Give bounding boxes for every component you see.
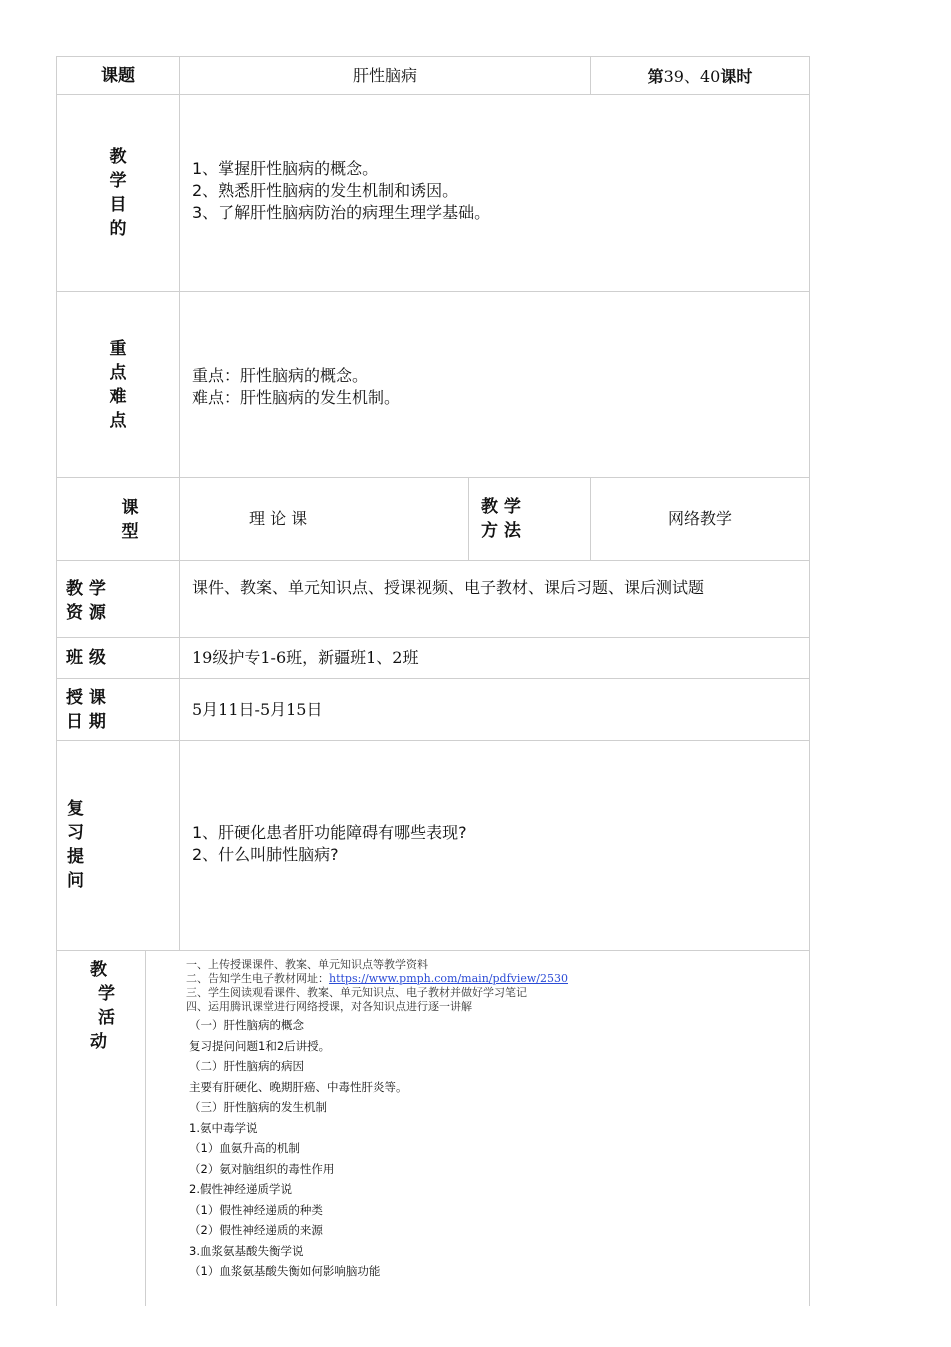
step-item: 四、运用腾讯课堂进行网络授课，对各知识点进行逐一讲解 [186, 1000, 472, 1013]
outline-item: 2.假性神经递质学说 [189, 1182, 292, 1196]
list-item: 2、什么叫肺性脑病? [192, 845, 339, 864]
period-number: 39、40 [663, 67, 721, 86]
label-char: 问 [67, 871, 84, 891]
label-char: 难 [109, 387, 127, 407]
objectives-list [192, 158, 792, 224]
label-char: 活 [98, 1008, 115, 1028]
step-item [186, 972, 801, 986]
label-char: 点 [109, 411, 127, 431]
review-questions [192, 822, 792, 866]
date-value: 5月11日-5月15日 [192, 699, 323, 719]
activities-label [84, 958, 134, 1054]
key-points-label [57, 337, 179, 433]
label-char: 动 [90, 1032, 107, 1052]
label-line: 教 学 [66, 579, 106, 599]
label-char: 复 [67, 799, 84, 819]
course-type-label [115, 496, 145, 544]
resources-label [66, 577, 166, 625]
table-line [56, 291, 810, 292]
activities-outline [189, 1015, 789, 1282]
class-value: 19级护专1-6班，新疆班1、2班 [192, 648, 419, 667]
key-points-list [192, 365, 792, 409]
label-line: 资 源 [66, 603, 106, 623]
outline-item: （1）血氨升高的机制 [189, 1141, 300, 1155]
table-line [56, 560, 810, 561]
label-char: 习 [67, 823, 84, 843]
outline-item: （2）氨对脑组织的毒性作用 [189, 1161, 335, 1176]
textbook-link[interactable]: https://www.pmph.com/main/pdfview/2530 [329, 972, 568, 985]
class-label: 班 级 [66, 648, 106, 668]
label-char: 目 [109, 195, 127, 215]
activities-steps [186, 958, 801, 1014]
list-item: 重点：肝性脑病的概念。 [192, 366, 369, 385]
date-label [66, 686, 166, 734]
period-prefix: 第 [647, 67, 664, 86]
period-suffix: 课时 [720, 67, 753, 86]
resources-value: 课件、教案、单元知识点、授课视频、电子教材、课后习题、课后测试题 [192, 578, 705, 597]
review-label [67, 797, 107, 893]
outline-item: 1.氨中毒学说 [189, 1120, 258, 1135]
table-line [179, 56, 180, 950]
list-item: 1、掌握肝性脑病的概念。 [192, 159, 379, 178]
table-line [56, 740, 810, 741]
table-line [468, 477, 469, 560]
label-char: 教 [109, 147, 127, 167]
method-value: 网络教学 [667, 509, 732, 528]
step-text: 二、告知学生电子教材网址： [186, 972, 329, 985]
label-char: 点 [109, 363, 127, 383]
label-char: 学 [109, 171, 127, 191]
method-label [481, 495, 581, 543]
label-char: 重 [109, 339, 127, 359]
outline-item: （1）血浆氨基酸失衡如何影响脑功能 [189, 1264, 381, 1278]
label-char: 提 [67, 847, 84, 867]
table-line [56, 56, 57, 1306]
label-line: 型 [121, 522, 139, 542]
outline-item: （二）肝性脑病的病因 [189, 1059, 304, 1073]
outline-item: （一）肝性脑病的概念 [189, 1018, 304, 1032]
topic-label: 课题 [101, 65, 135, 86]
label-char: 教 [90, 960, 107, 980]
label-char: 的 [109, 219, 127, 239]
outline-item: 主要有肝硬化、晚期肝癌、中毒性肝炎等。 [189, 1079, 408, 1094]
label-line: 教 学 [481, 497, 521, 517]
lesson-period [591, 57, 809, 94]
label-char: 学 [98, 984, 115, 1004]
outline-item: 复习提问问题1和2后讲授。 [189, 1038, 331, 1053]
table-line [56, 94, 810, 95]
outline-item: 3.血浆氨基酸失衡学说 [189, 1243, 304, 1258]
objectives-label [57, 145, 179, 241]
table-line [809, 56, 810, 1306]
table-line [145, 950, 146, 1306]
table-line [56, 950, 810, 951]
course-type-value: 理 论 课 [249, 509, 308, 528]
label-line: 授 课 [66, 688, 106, 708]
outline-item: （2）假性神经递质的来源 [189, 1223, 323, 1237]
outline-item: （三）肝性脑病的发生机制 [189, 1100, 327, 1114]
label-line: 课 [121, 498, 139, 518]
step-item: 三、学生阅读观看课件、教案、单元知识点、电子教材并做好学习笔记 [186, 986, 527, 999]
step-item: 一、上传授课课件、教案、单元知识点等教学资料 [186, 958, 428, 971]
list-item: 3、了解肝性脑病防治的病理生理学基础。 [192, 203, 491, 222]
label-line: 方 法 [481, 521, 521, 541]
list-item: 2、熟悉肝性脑病的发生机制和诱因。 [192, 181, 459, 200]
outline-item: （1）假性神经递质的种类 [189, 1202, 323, 1217]
topic-value: 肝性脑病 [352, 65, 417, 85]
list-item: 1、肝硬化患者肝功能障碍有哪些表现? [192, 823, 467, 842]
label-line: 日 期 [66, 712, 106, 732]
list-item: 难点：肝性脑病的发生机制。 [192, 388, 401, 407]
